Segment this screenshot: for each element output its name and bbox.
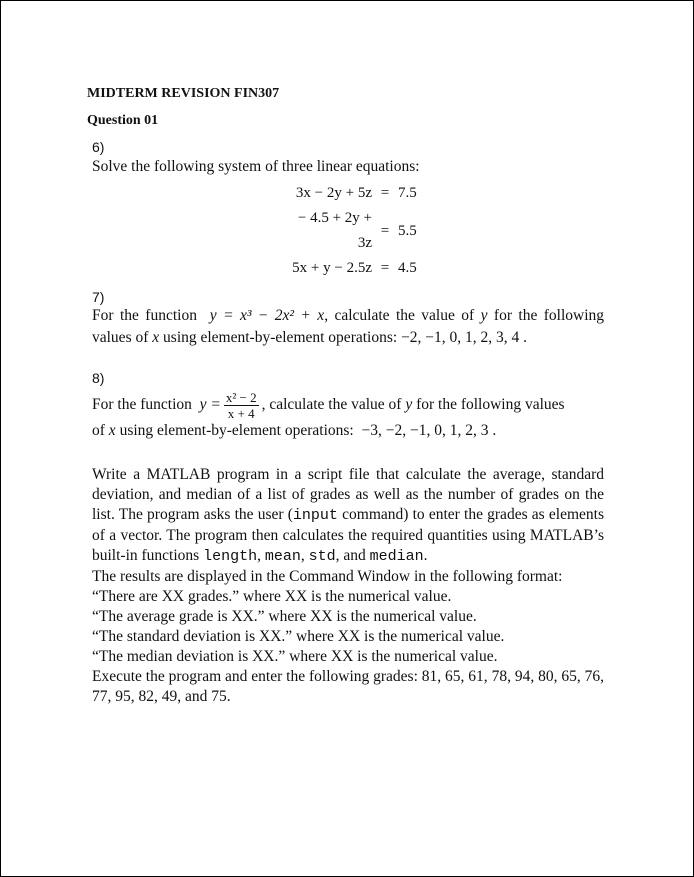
execute-instruction: Execute the program and enter the following grades: 81, 65, 61, 78, 94, 80, 65, 76, 77, 95, 82, 49, and 75. [92, 668, 604, 705]
fraction-numerator: x² − 2 [225, 390, 257, 405]
problem-8-fraction [224, 391, 259, 420]
format-line: “The median deviation is XX.” where XX is the numerical value. [92, 648, 498, 665]
format-line: “The standard deviation is XX.” where XX is the numerical value. [92, 628, 505, 645]
problem-7-method: using element-by-element operations: [163, 329, 398, 346]
code-input: input [292, 507, 338, 524]
fraction-denominator: x + 4 [227, 406, 255, 421]
matlab-text-part-1: Write a MATLAB program in a script file that calculate the average, standard deviation, and median of a list of grades as well as the number of grades on the list. The program asks the user ( [92, 466, 604, 523]
matlab-text-part-2: command) to enter the grades as elements of a vector. The program then calculates the required quantities using MATLAB’s built-in functions [92, 506, 604, 564]
problem-8-number: 8) [92, 370, 105, 386]
problem-7-var-x: x [152, 329, 160, 346]
equation-row [284, 256, 438, 281]
equation-system [284, 181, 438, 281]
problem-7-line-2 [92, 327, 604, 349]
equation-rhs: 4.5 [398, 260, 417, 276]
code-std: std [308, 548, 336, 565]
format-line: “The average grade is XX.” where XX is the numerical value. [92, 608, 477, 625]
code-mean: mean [264, 548, 301, 565]
equation-lhs: 5x + y − 2.5z [292, 260, 372, 276]
equation-sign: = [380, 260, 390, 276]
separator: , [300, 547, 309, 564]
problem-8-line-2 [92, 420, 604, 442]
equation-rhs: 7.5 [398, 185, 417, 201]
problem-7-line-1 [92, 305, 604, 327]
equation-sign: = [380, 185, 390, 201]
problem-7-after-function: , calculate the value of [324, 307, 475, 324]
separator: , [257, 547, 265, 564]
problem-7-values: −2, −1, 0, 1, 2, 3, 4 . [401, 329, 528, 346]
problem-7-intro: For the function [92, 307, 197, 324]
code-median: median [369, 548, 424, 565]
equation-lhs: − 4.5 + 2y + 3z [297, 210, 372, 251]
problem-8-after-y: for the following values [416, 396, 565, 414]
problem-7-after-y: for the following [493, 307, 605, 324]
equation-row [284, 181, 438, 206]
problem-8-line-1 [92, 391, 604, 420]
equation-rhs: 5.5 [398, 222, 417, 239]
matlab-problem-description [92, 465, 604, 567]
problem-8-method: using element-by-element operations: [119, 422, 354, 439]
format-line: “There are XX grades.” where XX is the numerical value. [92, 588, 452, 605]
equation-row [284, 206, 438, 256]
problem-8-of: of [92, 422, 105, 439]
problem-7-var-y: y [480, 307, 488, 324]
separator: , and [335, 547, 370, 564]
problem-8-values: −3, −2, −1, 0, 1, 2, 3 . [361, 422, 497, 439]
problem-7-number: 7) [92, 289, 105, 305]
results-intro: The results are displayed in the Command Window in the following format: [92, 568, 563, 585]
equation-lhs: 3x − 2y + 5z [295, 185, 372, 201]
problem-6-number: 6) [92, 139, 105, 155]
problem-7-function: y = x³ − 2x² + x [209, 307, 325, 324]
equation-sign: = [380, 222, 390, 239]
problem-8-intro: For the function [92, 396, 192, 414]
problem-8-var-x: x [108, 422, 116, 439]
problem-8-lhs: y = [199, 396, 221, 414]
question-label: Question 01 [87, 113, 159, 128]
problem-8-after-fraction: , calculate the value of [261, 396, 402, 414]
problem-7-values-of: values of [92, 329, 149, 346]
code-length: length [203, 548, 258, 565]
matlab-text-part-3: . [423, 547, 428, 564]
problem-8-var-y: y [405, 396, 413, 414]
matlab-problem [92, 465, 604, 707]
problem-6-text: Solve the following system of three linear equations: [92, 158, 420, 175]
document-title: MIDTERM REVISION FIN307 [87, 86, 280, 101]
